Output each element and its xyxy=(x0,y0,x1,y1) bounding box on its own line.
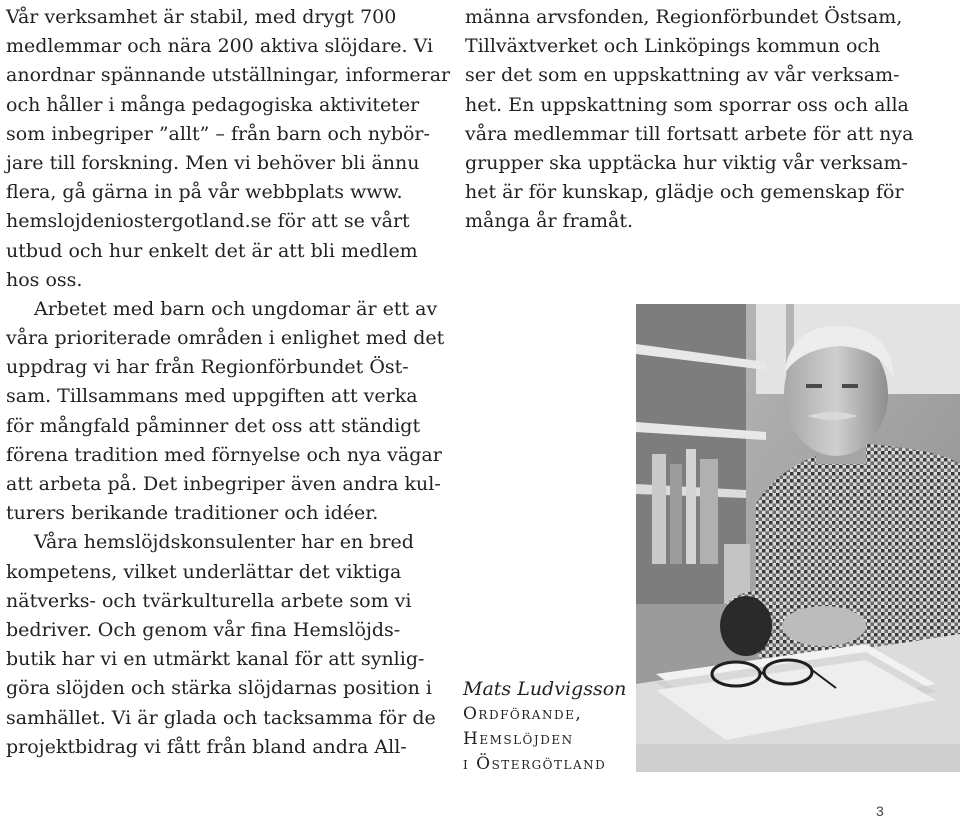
page-number: 3 xyxy=(876,803,884,819)
body-line: het. En uppskattning som sporrar oss och alla xyxy=(465,93,909,116)
caption-role-line: Hemslöjden xyxy=(463,729,574,749)
right-column xyxy=(465,3,914,237)
body-line: förena tradition med förnyelse och nya vägar xyxy=(6,443,442,466)
caption-role-line: i Östergötland xyxy=(463,754,607,774)
photo-caption xyxy=(463,676,633,777)
body-line: Vår verksamhet är stabil, med drygt 700 xyxy=(6,6,397,28)
caption-name: Mats Ludvigsson xyxy=(463,678,627,700)
body-line: och håller i många pedagogiska aktiviteter xyxy=(6,93,420,116)
body-line: hos oss. xyxy=(6,268,83,291)
body-line: grupper ska upptäcka hur viktig vår verksam- xyxy=(465,151,908,174)
body-line: utbud och hur enkelt det är att bli medlem xyxy=(6,239,418,262)
body-line: många år framåt. xyxy=(465,210,634,233)
body-line: anordnar spännande utställningar, informerar xyxy=(6,64,451,87)
left-column xyxy=(6,3,451,762)
body-line: Tillväxtverket och Linköpings kommun och xyxy=(465,35,881,58)
body-line: männa arvsfonden, Regionförbundet Östsam, xyxy=(465,6,903,28)
paragraph-start-line: Våra hemslöjdskonsulenter har en bred xyxy=(34,531,414,554)
body-line: ser det som en uppskattning av vår verksam- xyxy=(465,64,900,87)
body-line: hemslojdeniostergotland.se för att se vårt xyxy=(6,210,410,233)
body-line: samhället. Vi är glada och tacksamma för de xyxy=(6,706,436,729)
body-line: göra slöjden och stärka slöjdarnas position i xyxy=(6,677,432,700)
caption-role-line: Ordförande, xyxy=(463,704,583,724)
body-line: butik har vi en utmärkt kanal för att synlig- xyxy=(6,648,425,671)
body-line: att arbeta på. Det inbegriper även andra kul- xyxy=(6,473,441,495)
body-line: våra medlemmar till fortsatt arbete för att nya xyxy=(465,122,914,145)
paragraph-start-line: Arbetet med barn och ungdomar är ett av xyxy=(34,297,438,320)
body-line: het är för kunskap, glädje och gemenskap för xyxy=(465,181,904,204)
body-line: bedriver. Och genom vår fina Hemslöjds- xyxy=(6,618,401,641)
body-line: jare till forskning. Men vi behöver bli ännu xyxy=(6,151,420,174)
body-line: uppdrag vi har från Regionförbundet Öst- xyxy=(6,356,409,379)
body-line: kompetens, vilket underlättar det viktiga xyxy=(6,560,402,583)
portrait-photo xyxy=(636,304,960,772)
body-line: våra prioriterade områden i enlighet med det xyxy=(6,327,445,350)
body-line: för mångfald påminner det oss att ständigt xyxy=(6,414,421,437)
body-line: turers berikande traditioner och idéer. xyxy=(6,502,379,525)
body-line: flera, gå gärna in på vår webbplats www. xyxy=(6,181,403,204)
body-line: medlemmar och nära 200 aktiva slöjdare. Vi xyxy=(6,35,434,58)
body-line: sam. Tillsammans med uppgiften att verka xyxy=(6,385,418,408)
body-line: nätverks- och tvärkulturella arbete som vi xyxy=(6,589,412,612)
body-line: projektbidrag vi fått från bland andra All- xyxy=(6,735,407,758)
body-line: som inbegriper ”allt” – från barn och nybör- xyxy=(6,122,430,145)
